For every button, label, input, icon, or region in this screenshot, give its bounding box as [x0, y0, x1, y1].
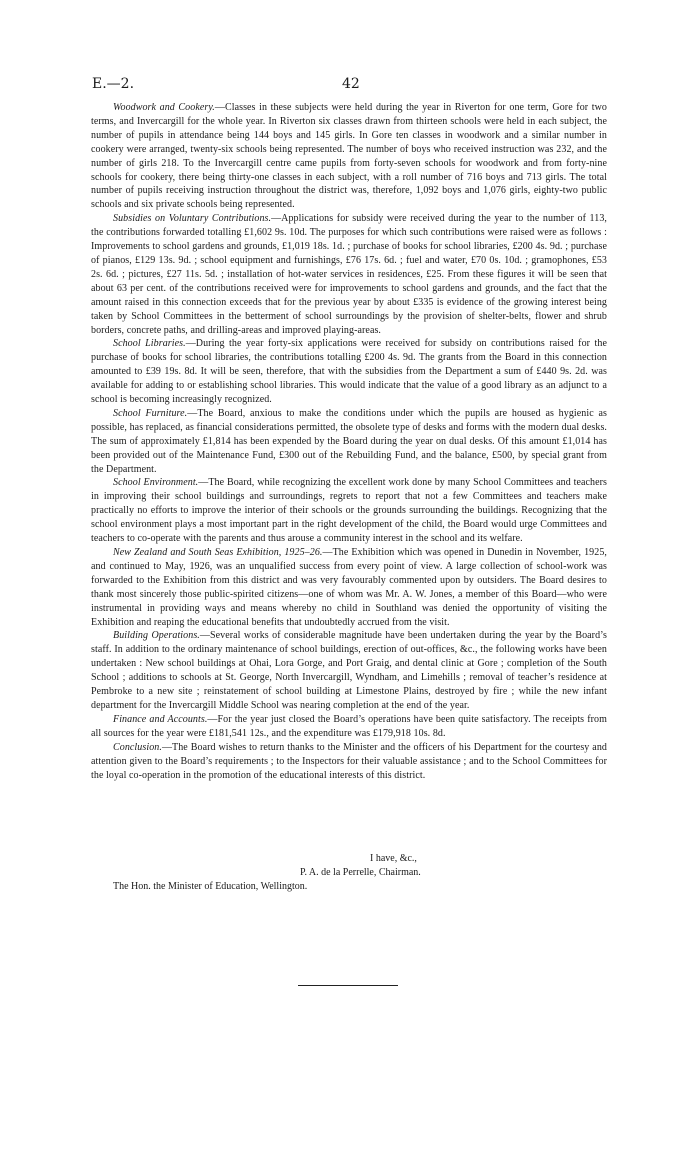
paragraph-heading: Woodwork and Cookery.	[113, 102, 215, 113]
paragraph-text: —Several works of considerable magnitude have been undertaken during the year by the Board’s staff. In addition to the ordinary maintenance of school buildings, erection of out-offices, &c., the following works have been undertaken : New school buildings at Ohai, Lora Gorge, and Port Graig, and dental clinic at Gore ; completion of the South School ; additions to schools at St. George, North Invercargill, Wyndham, and Limehills ; removal of teacher’s residence at Pembroke to a new site ; reinstatement of school building at Limestone Plains, destroyed by fire ; while the new infant department for the Invercargill Middle School was nearing completion at the end of the year.	[91, 630, 607, 711]
report-reference: E.—2.	[92, 76, 135, 92]
paragraph-heading: Building Operations.	[113, 630, 200, 642]
closing-salutation: I have, &c.,	[370, 853, 417, 864]
paragraph-libraries	[91, 337, 607, 407]
paragraph-text: —The Exhibition which was opened in Dunedin in November, 1925, and continued to May, 1926, was an unqualified success from every point of view. A large collection of school-work was forwarded to the Exhibition from this district and was very favourably commented upon by outsiders. The Board desires to thank most sincerely those public-spirited citizens—one of whom was Mr. A. W. Jones, a member of this Board—who were instrumental in providing ways and means whereby no child in Southland was denied the opportunity of visiting the Exhibition and reaping the educational benefits that undoubtedly accrued from the visit.	[91, 547, 607, 628]
paragraph-heading: New Zealand and South Seas Exhibition, 1925–26.	[113, 547, 323, 558]
paragraph-text: —For the year just closed the Board’s operations have been quite satisfactory. The receipts from all sources for the year were £181,541 12s., and the expenditure was £179,918 10s. 8d.	[91, 713, 607, 739]
paragraph-heading: School Environment.	[113, 477, 199, 489]
report-body	[91, 101, 607, 782]
paragraph-heading: Conclusion.	[113, 741, 162, 753]
paragraph-heading: Subsidies on Voluntary Contributions.	[113, 213, 272, 225]
paragraph-heading: School Furniture.	[113, 407, 188, 419]
paragraph-text: —The Board, while recognizing the excellent work done by many School Committees and teachers in improving their school buildings and surroundings, regrets to report that not a few Committees and teachers make practically no efforts to improve the interior of their schools or the grounds surrounding the buildings. Recognizing that the school environment plays a most important part in the right development of the child, the Board would urge Committees and teachers to co-operate with the parents and thus arouse a community interest in the school and its welfare.	[91, 477, 607, 545]
paragraph-text: —Applications for subsidy were received during the year to the number of 113, the contributions forwarded totalling £1,602 9s. 10d. The purposes for which such contributions were raised were as follows : Improvements to school gardens and grounds, £1,019 18s. 1d. ; purchase of books for school libraries, £200 4s. 9d. ; purchase of pianos, £129 13s. 9d. ; school equipment and furnishings, £76 17s. 6d. ; fuel and water, £70 0s. 10d. ; gramophones, £53 2s. 6d. ; pictures, £27 11s. 5d. ; installation of hot-water services in residences, £25. From these figures it will be seen that about 63 per cent. of the contributions received were for improvements to school gardens and grounds, and the fact that the amount raised in this connection exceeds that for the previous year by about £335 is evidence of the growing interest being taken by School Committees in the betterment of school surroundings by the provision of shelter-belts, flower and shrub borders, concrete paths, and drilling-areas and improved playing-areas.	[91, 213, 607, 336]
paragraph-exhibition	[91, 546, 607, 629]
page-number: 42	[342, 76, 360, 92]
paragraph-text: —Classes in these subjects were held during the year in Riverton for one term, Gore for two terms, and Invercargill for the whole year. In Riverton six classes drawn from thirteen schools were held in each subject, the number of pupils in attendance being 144 boys and 145 girls. In Gore ten classes in woodwork and a similar number in cookery were arranged, twenty-six schools being represented. The number of boys who received instruction was 232, and the number of girls 218. To the Invercargill centre came pupils from forty-seven schools for woodwork and from forty-nine schools for cookery, there being thirty-one classes in each subject, with a roll number of 716 boys and 713 girls. The total number of pupils receiving instruction throughout the district was, therefore, 1,092 boys and 1,076 girls, eighty-two public schools and six private schools being represented.	[91, 102, 607, 211]
paragraph-text: —The Board wishes to return thanks to the Minister and the officers of his Department for the courtesy and attention given to the Board’s requirements ; to the Inspectors for their valuable assistance ; and to the School Committees for the loyal co-operation in the promotion of the educational interests of this district.	[91, 741, 607, 781]
paragraph-subsidies	[91, 212, 607, 337]
paragraph-heading: School Libraries.	[113, 338, 186, 350]
paragraph-conclusion	[91, 741, 607, 783]
paragraph-environment	[91, 476, 607, 546]
page-header	[92, 76, 608, 96]
paragraph-text: —During the year forty-six applications were received for subsidy on contributions raised for the purchase of books for school libraries, the contributions totalling £200 4s. 9d. The grants from the Board in this connection amounted to £39 19s. 8d. It will be seen, therefore, that with the subsidies from the Department a sum of £440 9s. 2d. was available for adding to or establishing school libraries. This would indicate that the value of a good library as an adjunct to a school is becoming increasingly recognized.	[91, 338, 608, 406]
paragraph-finance	[91, 713, 607, 741]
addressee: The Hon. the Minister of Education, Wellington.	[113, 881, 308, 892]
paragraph-building	[91, 629, 607, 712]
end-rule	[298, 985, 398, 986]
paragraph-heading: Finance and Accounts.	[113, 713, 208, 725]
signature-chairman: P. A. de la Perrelle, Chairman.	[300, 867, 421, 878]
paragraph-text: —The Board, anxious to make the conditions under which the pupils are housed as hygienic as possible, has replaced, as financial considerations permitted, the obsolete type of desks and forms with the modern dual desks. The sum of approximately £1,814 has been expended by the Board during the year on dual desks. Of this amount £1,014 has been provided out of the Maintenance Fund, £300 out of the Rebuilding Fund, and the balance, £500, by special grant from the Department.	[91, 407, 607, 475]
paragraph-furniture	[91, 407, 607, 477]
paragraph-woodwork	[91, 101, 607, 212]
